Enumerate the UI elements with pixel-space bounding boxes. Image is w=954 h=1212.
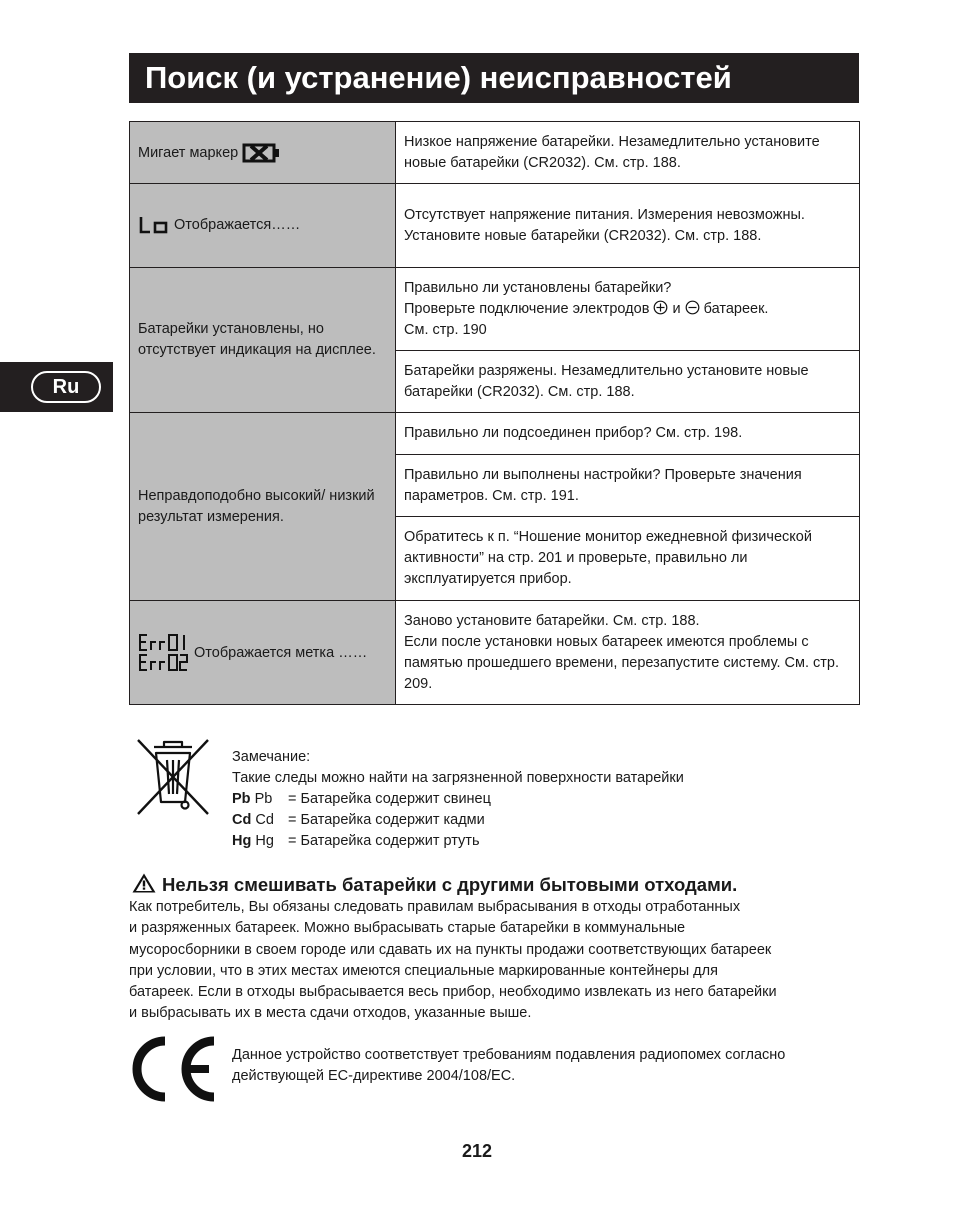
chemical-description: = Батарейка содержит свинец <box>288 791 491 807</box>
warning-line: Как потребитель, Вы обязаны следовать правилам выбрасывания в отходы отработанных <box>129 899 741 915</box>
language-tab <box>0 362 113 412</box>
remedy-cell <box>396 184 860 268</box>
warning-triangle-icon <box>131 872 157 894</box>
warning-body <box>129 897 859 1025</box>
condition-text: Отображается метка …… <box>194 644 368 661</box>
remedy-cell <box>396 351 860 413</box>
ce-mark-icon <box>128 1036 220 1102</box>
notice-intro: Такие следы можно найти на загрязненной поверхности ватарейки <box>232 770 684 786</box>
list-item <box>232 789 684 810</box>
language-tab-label: Ru <box>31 371 101 403</box>
remedy-line: Правильно ли установлены батарейки? <box>404 279 672 296</box>
condition-text: Отображается…… <box>174 217 301 233</box>
table-row <box>130 122 860 184</box>
battery-crossed-icon <box>242 142 282 164</box>
chemical-symbol: Pb <box>232 791 251 807</box>
warning-heading-text: Нельзя смешивать батарейки с другими бытовыми отходами. <box>162 874 738 895</box>
table-row <box>130 184 860 268</box>
warning-line: батареек. Если в отходы выбрасывается весь прибор, необходимо извлекать из него батарейки <box>129 984 777 1001</box>
remedy-cell <box>396 413 860 455</box>
remedy-line <box>404 299 851 320</box>
remedy-text: батареек. <box>703 300 769 317</box>
crossed-bin-icon <box>136 738 210 816</box>
page-title: Поиск (и устранение) неисправностей <box>129 53 859 103</box>
remedy-text: Отсутствует напряжение питания. Измерения невозможны. Установите новые батарейки (CR2032). См. стр. 188. <box>404 206 805 244</box>
list-item <box>232 810 684 831</box>
remedy-cell <box>396 122 860 184</box>
condition-cell <box>130 122 396 184</box>
table-row <box>130 601 860 705</box>
warning-line: и разряженных батареек. Можно выбрасывать старые батарейки в коммунальные <box>129 920 686 937</box>
condition-cell <box>130 413 396 601</box>
table-row <box>130 268 860 351</box>
remedy-text: и <box>672 300 681 317</box>
remedy-cell <box>396 601 860 705</box>
remedy-text: Батарейки разряжены. Незамедлительно установите новые батарейки (CR2032). См. стр. 188. <box>404 362 809 400</box>
warning-line: и выбрасывать их в места сдачи отходов, указанные выше. <box>129 1005 532 1022</box>
condition-text: Неправдоподобно высокий/ низкий результат измерения. <box>138 487 375 525</box>
condition-cell <box>130 601 396 705</box>
remedy-line: Если после установки новых батареек имеются проблемы с памятью прошедшего времени, перезапустите систему. См. стр. 209. <box>404 633 839 692</box>
list-item <box>232 831 684 852</box>
remedy-cell <box>396 455 860 517</box>
condition-text: Батарейки установлены, но отсутствует индикация на дисплее. <box>138 321 376 358</box>
lcd-lo-icon <box>138 215 170 235</box>
warning-line: при условии, что в этих местах имеются специальные маркированные контейнеры для <box>129 962 718 979</box>
table-row <box>130 413 860 455</box>
condition-text: Мигает маркер <box>138 144 239 161</box>
circled-minus-icon <box>685 300 700 315</box>
chemical-symbol: Cd <box>232 812 252 828</box>
remedy-line: Заново установите батарейки. См. стр. 188. <box>404 612 700 629</box>
warning-line: мусоросборники в своем городе или сдавать их на пункты продажи соответствующих батареек <box>129 941 772 958</box>
notice-heading: Замечание: <box>232 749 311 765</box>
page-number: 212 <box>461 1141 493 1161</box>
lcd-err-icon <box>138 633 190 673</box>
remedy-text: Правильно ли подсоединен прибор? См. стр. 198. <box>404 425 743 441</box>
circled-plus-icon <box>653 300 668 315</box>
condition-cell <box>130 184 396 268</box>
remedy-line: См. стр. 190 <box>404 321 487 338</box>
chemical-symbol: Pb <box>254 791 273 807</box>
chemical-symbol: Hg <box>232 833 252 849</box>
remedy-text: Низкое напряжение батарейки. Незамедлительно установите новые батарейки (CR2032). См. стр. 188. <box>404 133 820 171</box>
chemical-symbol: Hg <box>255 833 274 849</box>
remedy-cell <box>396 517 860 601</box>
chemical-symbol: Cd <box>255 812 274 828</box>
troubleshooting-table <box>129 121 860 705</box>
chemical-description: = Батарейка содержит кадми <box>288 812 485 828</box>
chemical-description: = Батарейка содержит ртуть <box>288 833 480 849</box>
remedy-text: Обратитесь к п. “Ношение монитор ежедневной физической активности” на стр. 201 и проверьте, правильно ли эксплуатируется прибор. <box>404 529 812 587</box>
battery-notice <box>232 747 684 852</box>
remedy-text: Правильно ли выполнены настройки? Проверьте значения параметров. См. стр. 191. <box>404 466 802 504</box>
condition-cell <box>130 268 396 413</box>
remedy-cell <box>396 268 860 351</box>
remedy-text: Проверьте подключение электродов <box>404 300 650 317</box>
warning-heading <box>131 872 737 897</box>
ce-compliance-text: Данное устройство соответствует требованиям подавления радиопомех согласно действующей ЕС-директиве 2004/108/ЕС. <box>232 1047 786 1084</box>
